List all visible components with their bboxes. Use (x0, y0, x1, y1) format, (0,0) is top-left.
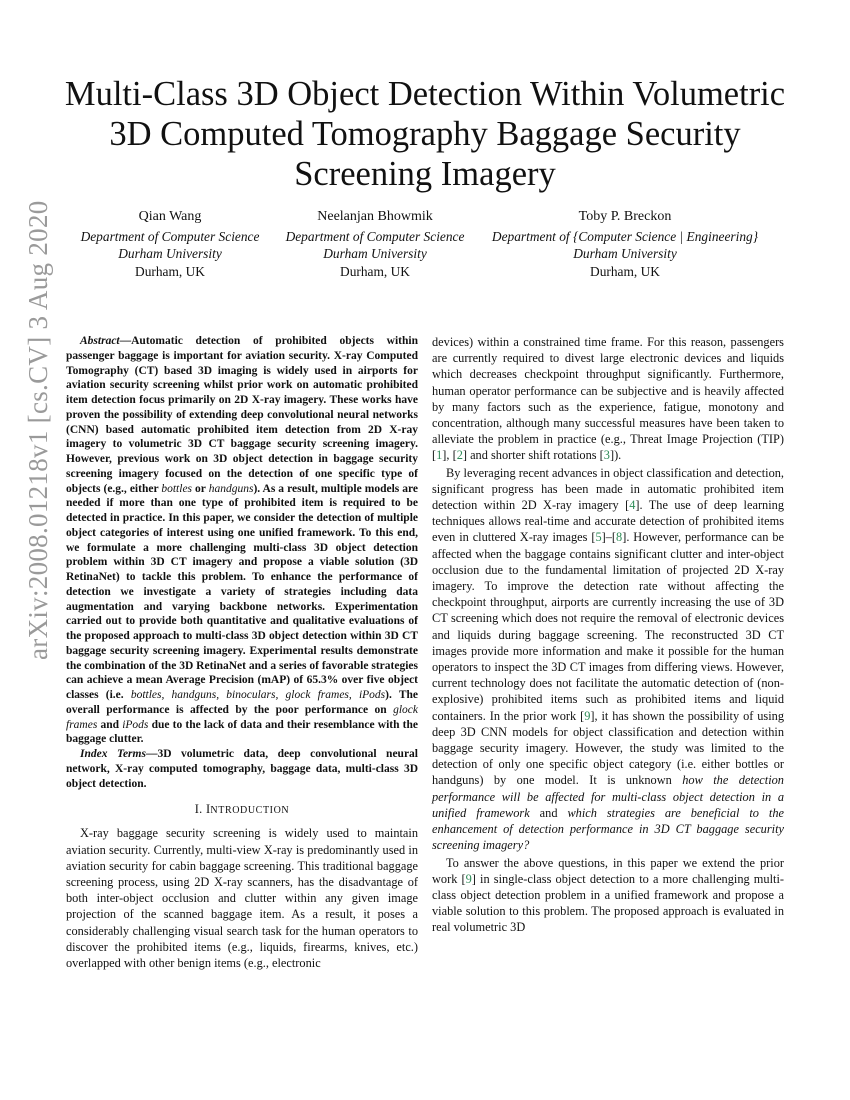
paragraph-text: ] in single-class object detection to a more challenging multi-class object detection problem in a unified framework and propose a viable solution to this problem. The proposed approach is evaluated in real volumetric 3D (432, 871, 784, 935)
index-terms-text: —3D volumetric data, deep convolutional neural network, X-ray computed tomography, baggage data, multi-class 3D object detection. (66, 748, 418, 790)
author-university: Durham University (573, 246, 677, 262)
index-terms (66, 747, 418, 791)
title-line-3: Screening Imagery (294, 155, 556, 193)
section-title-rest: NTRODUCTION (210, 805, 290, 817)
arxiv-identifier: arXiv:2008.01218v1 [cs.CV] 3 Aug 2020 (23, 200, 53, 660)
author-name: Neelanjan Bhowmik (317, 209, 433, 224)
abstract-label: Abstract (80, 335, 120, 347)
abstract-text: ). The overall performance is affected by the poor performance on (66, 689, 418, 716)
paper-title (60, 74, 790, 194)
paragraph-text: To answer the above questions, in this paper we extend the prior work [ (432, 855, 784, 886)
left-column (66, 334, 418, 971)
author-university: Durham University (323, 246, 427, 262)
paragraph-text: ], it has shown the possibility of using deep 3D CNN models for object classification and detection within baggage security imagery. However, the study was limited to the detection of only one specific object category (i.e. either bottles or handguns) by one model. It is unknown (432, 708, 785, 788)
abstract-italic: glock frames (66, 703, 418, 731)
paragraph-text: ]. However, performance can be affected when the baggage contains significant clutter and inter-object occlusion due to the fundamental limitation of projected 2D X-ray imagery. To improve the detection rate without affecting the checkpoint throughput, airports are currently increasing the use of 3D CT screening which does not require the removal of electronic devices and liquids during baggage screening. The reconstructed 3D CT images provide more information and make it possible for the human operators to inspect the 3D CT images from differing views. However, current technology does not facilitate the automatic detection of (non-explosive) prohibited items such as prohibited items and liquid containers. In the prior work [ (432, 530, 784, 723)
author-3 (480, 208, 770, 280)
index-terms-label: Index Terms (80, 748, 146, 760)
abstract-italic: bottles (161, 482, 193, 495)
citation-link[interactable]: 1 (436, 448, 443, 463)
intro-paragraph-1: X-ray baggage security screening is widely used to maintain aviation security. Currently, multi-view X-ray is predominantly used in aviation security for cabin baggage screening. This traditional baggage screening process, using 2D X-ray scanners, has the disadvantage of both inter-object occlusion and clutter within any given image projection of the scanned baggage item. As a result, it poses a considerably challenging visual search task for the human operators to discover the prohibited items (e.g., liquids, firearms, knives, etc.) overlapped with other benign items (e.g., electronic (66, 826, 418, 971)
section-number: I. (194, 802, 206, 817)
author-location: Durham, UK (590, 263, 660, 279)
title-line-1: Multi-Class 3D Object Detection Within Volumetric (64, 75, 786, 113)
paragraph-text: devices) within a constrained time frame. For this reason, passengers are currently required to divest large electronic devices and liquids which decreases checkpoint throughput significantly. Furthermore, human operator performance can be subjective and is heavily affected by many factors such as the experience, fatigue, monotony and concentration, although many successful measures have been taken to alleviate the problem in practice (e.g., Threat Image Projection (TIP) [ (432, 335, 784, 463)
section-title-initial: I (205, 802, 211, 817)
title-line-2: 3D Computed Tomography Baggage Security (109, 115, 741, 153)
right-paragraph-1 (432, 334, 784, 464)
paragraph-text: ] and shorter shift rotations [ (462, 448, 604, 463)
abstract (66, 334, 418, 747)
paragraph-text: By leveraging recent advances in object classification and detection, significant progress has been made in automatic prohibited item detection within 2D X-ray imagery [ (432, 465, 784, 513)
author-1 (70, 208, 270, 280)
author-name: Qian Wang (138, 209, 202, 224)
author-2 (275, 208, 475, 280)
abstract-italic: iPods (122, 718, 149, 731)
right-paragraph-2 (432, 465, 784, 854)
abstract-text: —Automatic detection of prohibited objects within passenger baggage is important for aviation security. X-ray Computed Tomography (CT) based 3D imaging is widely used in airports for aviation security screening whilst prior work on automatic prohibited item detection focus primarily on 2D X-ray imagery. These works have proven the possibility of extending deep convolutional neural networks (CNN) based automatic prohibited item detection from 2D X-ray imagery to volumetric 3D CT baggage security screening imagery. However, previous work on 3D object detection in baggage security screening imagery focused on the detection of one specific type of objects (e.g., either (66, 335, 418, 495)
author-department: Department of Computer Science (285, 228, 465, 244)
section-heading-introduction (66, 801, 418, 819)
author-location: Durham, UK (340, 263, 410, 279)
abstract-text: and (97, 718, 123, 731)
author-university: Durham University (118, 246, 222, 262)
citation-link[interactable]: 3 (603, 448, 610, 463)
author-location: Durham, UK (135, 263, 205, 279)
paragraph-text: ]. The use of deep learning techniques allows real-time and accurate detection of prohibited items even in cluttered X-ray images [ (432, 498, 784, 545)
citation-link[interactable]: 8 (616, 530, 623, 545)
citation-link[interactable]: 4 (629, 498, 636, 513)
abstract-italic: handguns (208, 482, 254, 495)
citation-link[interactable]: 2 (456, 448, 463, 463)
citation-link[interactable]: 9 (465, 871, 472, 886)
paragraph-text: and (529, 805, 568, 820)
paragraph-text: ], [ (442, 448, 457, 463)
paragraph-text: ]). (609, 448, 622, 463)
abstract-text: due to the lack of data and their resemblance with the baggage clutter. (66, 718, 418, 746)
citation-link[interactable]: 5 (595, 530, 602, 545)
author-department: Department of Computer Science (80, 228, 260, 244)
abstract-text: ). As a result, multiple models are needed if more than one type of prohibited item is required to be detected in practice. In this paper, we consider the detection of multiple object categories of interest using one unified framework. To this end, we formulate a more challenging multi-class 3D object detection problem within 3D CT imagery and propose a viable solution (3D RetinaNet) to tackle this problem. To enhance the performance of detection we investigate a variety of strategies including data augmentation and varying backbone networks. Experimentation carried out to provide both quantitative and qualitative evaluations of the proposed approach to multi-class 3D object detection within 3D CT baggage security screening imagery. Experimental results demonstrate the combination of the 3D RetinaNet and a series of favorable strategies can achieve a mean Average Precision (mAP) of 65.3% over five object classes (i.e. (66, 482, 419, 701)
paragraph-text: ]–[ (601, 530, 617, 545)
right-column (432, 334, 784, 936)
emphasis-text: how the detection performance will be affected for multi-class object detection in a unified framework (432, 773, 784, 820)
author-department: Department of {Computer Science | Engineering} (491, 228, 759, 244)
abstract-italic: bottles, handguns, binoculars, glock frames, iPods (130, 689, 386, 701)
author-name: Toby P. Breckon (578, 209, 672, 224)
abstract-text: or (192, 482, 209, 495)
right-paragraph-3 (432, 855, 784, 936)
emphasis-text: which strategies are beneficial to the enhancement of detection performance in 3D CT baggage security screening imagery? (432, 805, 784, 853)
citation-link[interactable]: 9 (584, 708, 591, 723)
